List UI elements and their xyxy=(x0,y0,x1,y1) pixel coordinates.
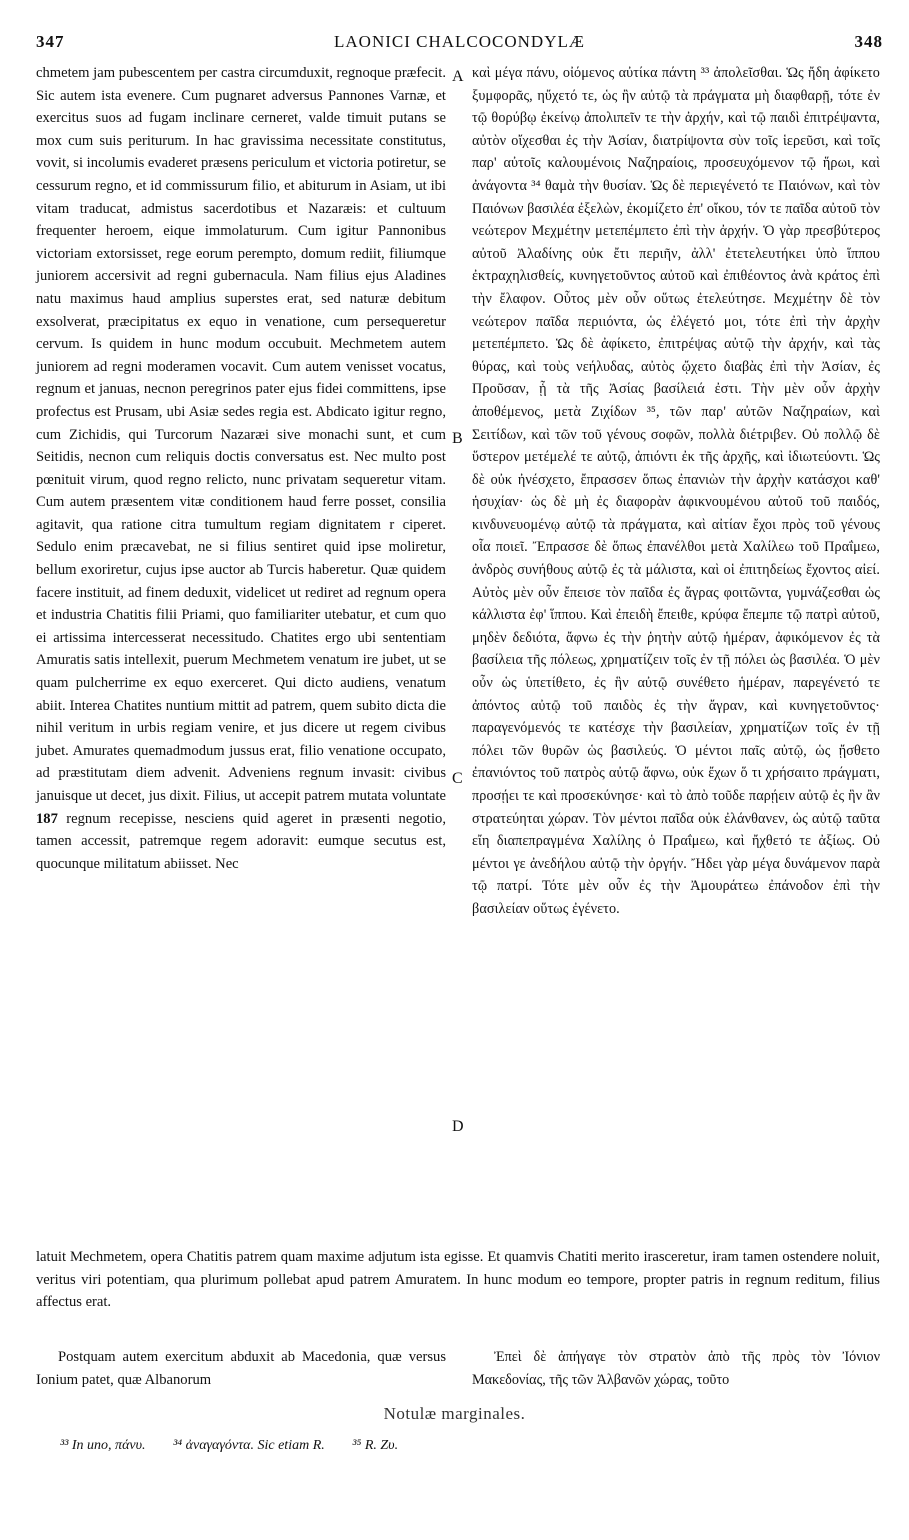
note-33: ³³ In uno, πάνυ. xyxy=(60,1438,146,1453)
page-number-left: 347 xyxy=(36,32,65,51)
latin-text-end: regnum recepisse, nesciens quid ageret in præsenti negotio, tamen accessit, patremque regem adoravit: eumque secutus est, quocunque militatum abiisset. Nec xyxy=(36,810,446,872)
latin-column xyxy=(36,62,446,875)
note-35: ³⁵ R. Ζυ. xyxy=(352,1438,399,1453)
page-header xyxy=(36,32,883,58)
note-34: ³⁴ ἀναγαγόντα. Sic etiam R. xyxy=(173,1438,325,1453)
running-title: LAONICI CHALCOCONDYLÆ xyxy=(334,32,585,51)
latin-text: chmetem jam pubescentem per castra circumduxit, regnoque præfecit. Sic autem ista evenere. Cum pugnaret adversus Pannones Varnæ, et exercitus suos ad fugam inclinare cerneret, valde timuit putans se mox cum suis periturum. In hac gravissima necessitate constitutus, vovit, si incolumis evaderet præsens periculum et victoria potiretur, se cessurum regno, et id commissurum filio, et abiturum in Asiam, ut ibi vitam traducat, admistus sacerdotibus et Nazaræis: et cultuum frequenter heroem, eique immolaturum. Cum igitur Pannonibus victoriam extorsisset, rege eorum perempto, domum rediit, filiumque juniorem accersivit ad regni gubernacula. Nam filius ejus Aladines natu maximus haud amplius superstes erat, sed naturæ debitum exsolverat, præcipitatus ex equo in venatione, cum persequeretur cervum. Is quidem in hunc modum occubuit. Mechmetem autem juniorem ad regni moderamen vocavit. Cum autem venisset vocatus, regnum et januas, necnon peregrinos pater ejus fidei committens, ipse profectus est Prusam, ubi Asiæ sedes regia est. Abdicato igitur regno, cum Zichidis, qui Turcorum Nazaræi sive monachi sunt, et cum Seitidis, necnon cum reliquis doctis conversatus est. Nec multo post pœnituit virum, quod regno relicto, nunc privatam sequeretur vitam. Cum autem præsentem vitæ conditionem haud ferre posset, consilia agitavit, qua ratione citra tumultum regiam dignitatem r ciperet. Sedulo enim præcavebat, ne si filius sentiret quid ipse moliretur, bellum exoriretur, cujus ipse auctor ab Turcis haberetur. Quæ quidem facere instituit, ad finem deduxit, videlicet ut rediret ad regnum opera et industria Chatitis filii Priami, quo familiariter utebatur, et cum quo ei artissima intercesserat necessitudo. Chatites ergo ubi sententiam Amuratis satis intellexit, puerum Mechmetem venatum ire jubet, ut se quam pulcherrime ex equo exerceret. Qui dicto audiens, venatum abiit. Interea Chatites nuntium mittit ad patrem, quem subito dicta die nihil veritum in urbis regiam venire, et jus dicere ut regem civibus jubet. Amurates quemadmodum jussus erat, filio venatione occupato, ad præstitutam diem advenit. Adveniens regnum invasit: civibus januisque ut decet, jus dixit. Filius, ut accepit patrem mutata voluntate xyxy=(36,65,446,804)
latin-paragraph-start: Postquam autem exercitum abduxit ab Macedonia, quæ versus Ionium patet, quæ Albanorum xyxy=(36,1349,446,1388)
section-marker-c: C xyxy=(452,770,463,787)
full-width-text: latuit Mechmetem, opera Chatitis patrem quam maxime adjutum ista egisse. Et quamvis Chatiti merito irasceretur, iram tamen ostendere noluit, veritus viri potentiam, qua plurimum pollebat apud patrem Amuratem. In hunc modum eo tempore, propter patris in regnum reditum, filius affectus erat. xyxy=(36,1249,880,1311)
margin-number: 187 xyxy=(36,810,58,827)
greek-paragraph-start: Ἐπεὶ δὲ ἀπήγαγε τὸν στρατὸν ἀπὸ τῆς πρὸς τὸν Ἰόνιον Μακεδονίας, τῆς τῶν Ἀλβανῶν χώρας, τοῦτο xyxy=(472,1349,880,1388)
full-width-latin xyxy=(36,1246,880,1314)
page-number-right: 348 xyxy=(854,32,883,51)
greek-column xyxy=(472,62,880,921)
greek-text: καὶ μέγα πάνυ, οἰόμενος αὐτίκα πάντη ³³ ἀπολεῖσθαι. Ὡς ἤδη ἀφίκετο ξυμφορᾶς, ηὔχετό τε, ὡς ἢν αὐτῷ τὰ πράγματα μὴ διαφθαρῇ, τότε ἐν τῷ θορύβῳ ἐκείνῳ ἀπολιπεῖν τε τὴν ἀρχήν, καὶ τῷ παιδὶ ἐπιτρέψαντα, αὐτὸν οἴχεσθαι ἐς τὴν Ἀσίαν, διατρίψοντα σὺν τοῖς ἱερεῦσι, καὶ τοῖς παρ' αὐτοῖς καλουμένοις Ναζηραίοις, προσευχόμενον τῷ ἥρωι, καὶ ἀνάγοντα ³⁴ θαμὰ τὴν θυσίαν. Ὡς δὲ περιεγένετό τε Παιόνων, καὶ τὸν Παιόνων βασιλέα ἐξελὼν, ἐκομίζετο ἐπ' οἴκου, τόν τε παῖδα αὐτοῦ τὸν νεώτερον Μεχμέτην μετεπέμπετο ἐπὶ τὴν ἀρχήν. Ὁ γὰρ πρεσβύτερος αὐτοῦ Ἀλαδίνης οὐκ ἔτι περιῆν, ἀλλ' ἐτετελευτήκει ὑπὸ ἵππου ἐκτραχηλισθείς, κυνηγετοῦντος αὐτοῦ καὶ ἐπιθέοντος ἀνὰ κράτος ἐπὶ τὴν ἔλαφον. Οὗτος μὲν οὖν οὕτως ἐτελεύτησε. Μεχμέτην δὲ τὸν νεώτερον παῖδα περιιόντα, ὡς ἐλέγετό μοι, τότε ἐπὶ τὴν ἀρχὴν μετεπέμπετο. Ὡς δὲ ἀφίκετο, ἐπιτρέψας αὐτῷ τὴν ἀρχήν, καὶ τὰς θύρας, καὶ τοὺς νεήλυδας, αὐτὸς ᾤχετο διαβὰς ἐπὶ τὴν Ἀσίαν, ἐς Προῦσαν, ᾗ τὰ τῆς Ἀσίας βασίλειά ἐστι. Τὴν μὲν οὖν ἀρχὴν ἀποθέμενος, μετὰ Ζιχίδων ³⁵, τῶν παρ' αὐτῶν Ναζηραίων, καὶ Σειτίδων, καὶ τῶν τοῦ γένους σοφῶν, πολλὰ διέτριβεν. Οὐ πολλῷ δὲ ὕστερον μετέμελέ τε αὐτῷ, ἀπιόντι ἐκ τῆς ἀρχῆς, καὶ ἰδιωτεύοντι. Ὡς δὲ οὐκ ἠνέσχετο, ἔπρασσεν ὅπως ἐπανιὼν τὴν ἀρχὴν κατάσχοι καθ' ἡσυχίαν· ὡς δὲ μὴ ἐς διαφορὰν ἀφικνουμένου αὐτοῦ τοῦ παιδός, κινδυνευομένῳ αὐτῷ τὰ πράγματα, καὶ αἰτίαν ἔχοι πρὸς τοῦ γένους οἷα ποιεῖ. Ἔπρασσε δὲ ὅπως ἐπανέλθοι μετὰ Χαλίλεω τοῦ Πραΐμεω, ἀνδρὸς συνήθους αὐτῷ ἐς τὰ μάλιστα, καὶ οἱ ἐπιτηδείως ἔχοντος αἰεί. Αὐτὸς μὲν οὖν ἔπεισε τὸν παῖδα ἐς ἄγρας φοιτῶντα, γυμνάζεσθαι ὡς κάλλιστα ἐφ' ἵππου. Καὶ ἐπειδὴ ἔπειθε, κρύφα ἔπεμπε τῷ πατρὶ αὐτοῦ, μηδὲν δεδιότα, ἄφνω ἐς τὴν ῥητὴν αὐτῷ ἡμέραν, ἀφικόμενον ἐς τὰ βασίλεια τῆς πόλεως, χρηματίζειν τοῖς ἐν τῇ πόλει ὡς βασιλέα. Ὁ μὲν οὖν ὡς ὑπετίθετο, ἐς ἣν αὐτῷ συνέθετο ἡμέραν, παρεγένετό τε ἀπόντος αὐτῷ τοῦ παιδὸς ἐς τὴν ἄγραν, καὶ κυνηγετοῦντος· παραγενόμενός τε κατέσχε τὴν βασιλείαν, χρηματίζων τοῖς ἐν τῇ πόλει τῶν θυρῶν ὡς βασιλεύς. Ὁ μέντοι παῖς αὐτῷ, ὡς ᾔσθετο ἐπανιόντος τοῦ πατρὸς αὐτῷ ἄφνω, οὐκ ἔχων ὅ τι χρήσαιτο πράγματι, προσῄει τε καὶ προσεκύνησε· καὶ τὸ ἀπὸ τοῦδε παρῄειν αὐτῷ ἐς ἣν ἂν στρατεύηται χώραν. Τὸν μέντοι παῖδα οὐκ ἐλάνθανεν, ὡς αὐτῷ ταῦτα εἴη διαπεπραγμένα Χαλίλης ὁ Πραΐμεω, καὶ ἤχθετό τε ἀξίως. Οὐ μέντοι γε ἀνεδήλου αὐτῷ τὴν ὀργήν. Ἤδει γὰρ μέγα δυνάμενον παρὰ τῷ πατρί. Τότε μὲν οὖν ἐς τὴν Ἀμουράτεω ἐπάνοδον ἐπὶ τὴν βασιλείαν οὕτως ἐγένετο. xyxy=(472,65,880,917)
section-marker-d: D xyxy=(452,1118,464,1135)
marginal-notes xyxy=(60,1438,869,1454)
notes-heading: Notulæ marginales. xyxy=(383,1404,526,1423)
section-marker-b: B xyxy=(452,430,463,447)
section-marker-a: A xyxy=(452,68,464,85)
